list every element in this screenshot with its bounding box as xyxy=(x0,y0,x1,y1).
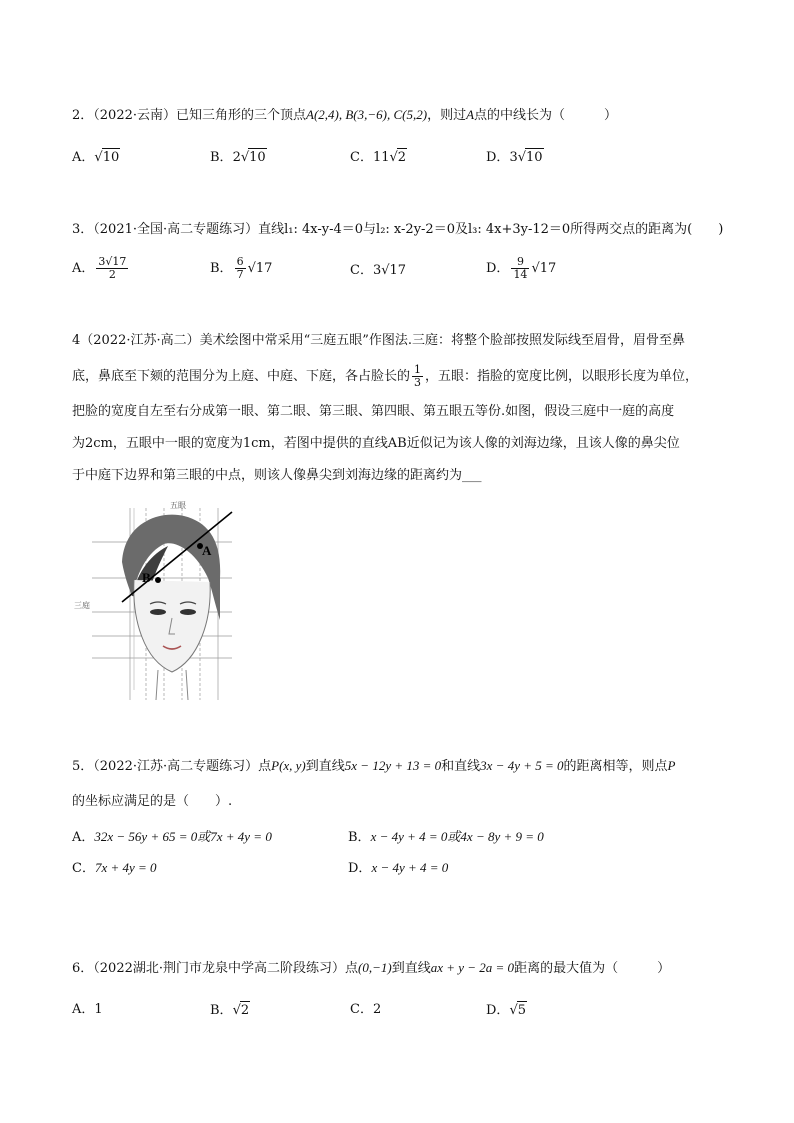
q4-line-1: 4（2022·江苏·高二）美术绘图中常采用“三庭五眼”作图法.三庭：将整个脸部按照发际线至眉骨，眉骨至鼻 xyxy=(72,333,686,348)
q3-option-c[interactable] xyxy=(350,262,406,280)
q2-stem-text: 2．（2022·云南）已知三角形的三个顶点 xyxy=(72,108,306,123)
q6-text-a: 6．（2022湖北·荆门市龙泉中学高二阶段练习）点 xyxy=(72,961,358,976)
option-letter: A． xyxy=(72,261,95,276)
option-letter: D． xyxy=(486,1003,510,1018)
numerator: 6 xyxy=(236,255,244,268)
q5-option-a[interactable] xyxy=(72,828,272,847)
option-text: 7x + 4y = 0 xyxy=(94,860,157,875)
denominator: 7 xyxy=(236,268,244,281)
numerator: 3√17 xyxy=(98,255,127,268)
coefficient: 3 xyxy=(509,150,518,165)
option-letter: C． xyxy=(72,861,95,876)
point-b-label: B xyxy=(142,570,151,585)
fraction xyxy=(96,256,128,281)
one-third-fraction xyxy=(412,364,423,389)
option-letter: C． xyxy=(350,1002,373,1017)
coefficient: 11 xyxy=(372,150,390,165)
option-letter: D． xyxy=(348,861,372,876)
radicand: 5 xyxy=(517,1003,527,1018)
neck xyxy=(156,670,188,700)
radicand: 2 xyxy=(240,1003,250,1018)
option-letter: C． xyxy=(350,263,373,278)
q6-stem xyxy=(72,959,670,978)
q3-option-a[interactable] xyxy=(72,256,130,281)
q3-option-d[interactable] xyxy=(486,256,556,281)
q5-var: P xyxy=(667,758,676,773)
right-eye xyxy=(180,609,196,615)
q5-text-b: 到直线 xyxy=(305,759,345,774)
q6-text-b: 到直线 xyxy=(391,961,431,976)
denominator: 3 xyxy=(414,376,422,389)
option-letter: C． xyxy=(350,150,373,165)
q5-stem-line-2: 的坐标应满足的是（ ）. xyxy=(72,794,233,809)
q2-option-d[interactable]: D．3√10 xyxy=(486,150,543,165)
radical: 3√17 xyxy=(372,263,407,278)
q5-text-a: 5．（2022·江苏·高二专题练习）点 xyxy=(72,759,272,774)
option-letter: B． xyxy=(210,1003,233,1018)
three-courts-label: 三庭 xyxy=(74,601,90,610)
q2-option-b[interactable]: B．2√10 xyxy=(210,150,266,165)
coefficient: 2 xyxy=(232,150,241,165)
option-letter: D． xyxy=(486,261,510,276)
q2-points: A(2,4), B(3,−6), C(5,2) xyxy=(306,107,428,122)
q3-option-b[interactable] xyxy=(210,256,272,281)
q3-stem: 3．（2021·全国·高二专题练习）直线l₁: 4x-y-4＝0与l₂: x-2y-2＝0及l₃: 4x+3y-12＝0所得两交点的距离为( ) xyxy=(72,222,724,237)
face-proportion-figure xyxy=(72,500,242,705)
q6-option-d[interactable]: D．√5 xyxy=(486,1003,527,1018)
face-figure-svg xyxy=(72,500,242,705)
denominator: 2 xyxy=(108,268,116,281)
q4-line-3: 把脸的宽度自左至右分成第一眼、第二眼、第三眼、第四眼、第五眼五等份.如图，假设三庭中一庭的高度 xyxy=(72,404,675,419)
numerator: 9 xyxy=(511,256,529,269)
option-letter: B． xyxy=(210,261,233,276)
option-letter: A． xyxy=(72,150,95,165)
q4-line-2 xyxy=(72,364,698,389)
q6-option-a[interactable] xyxy=(72,1001,103,1019)
option-text: 1 xyxy=(94,1002,103,1017)
five-eyes-label: 五眼 xyxy=(170,501,186,510)
option-letter: A． xyxy=(72,1002,95,1017)
q5-option-b[interactable] xyxy=(348,828,544,847)
q6-option-b[interactable]: B．√2 xyxy=(210,1003,250,1018)
q4-line-2-a: 底，鼻底至下颏的范围分为上庭、中庭、下庭，各占脸长的 xyxy=(72,369,411,384)
option-letter: B． xyxy=(210,150,233,165)
q4-line-4: 为2cm，五眼中一眼的宽度为1cm，若图中提供的直线AB近似记为该人像的刘海边缘，且该人像的鼻尖位 xyxy=(72,436,680,451)
option-text: x − 4y + 4 = 0或4x − 8y + 9 = 0 xyxy=(370,829,544,844)
q6-line-eq: ax + y − 2a = 0 xyxy=(430,960,515,975)
fraction xyxy=(511,256,529,281)
option-letter: A． xyxy=(72,830,95,845)
q2-stem xyxy=(72,106,617,125)
q5-stem-line-1 xyxy=(72,757,675,776)
fraction xyxy=(235,256,246,281)
q5-line-eq-2: 3x − 4y + 5 = 0 xyxy=(480,758,564,773)
q2-option-c[interactable]: C．11√2 xyxy=(350,150,407,165)
q6-text-c: 距离的最大值为（ ） xyxy=(514,961,671,976)
q4-line-5: 于中庭下边界和第三眼的中点，则该人像鼻尖到刘海边缘的距离约为___ xyxy=(72,468,482,483)
radical: √17 xyxy=(531,261,557,276)
numerator: 1 xyxy=(414,363,422,376)
q5-line-eq-1: 5x − 12y + 13 = 0 xyxy=(344,758,442,773)
q5-option-d[interactable] xyxy=(348,859,448,878)
option-text: 2 xyxy=(372,1002,382,1017)
q6-option-c[interactable] xyxy=(350,1001,381,1019)
q5-point: P(x, y) xyxy=(271,758,306,773)
option-letter: B． xyxy=(348,830,371,845)
q5-text-c: 和直线 xyxy=(441,759,481,774)
q6-point: (0,−1) xyxy=(358,960,392,975)
q2-stem-text-b: ，则过 xyxy=(427,108,467,123)
option-text: x − 4y + 4 = 0 xyxy=(371,860,449,875)
radicand: 2 xyxy=(397,150,407,165)
option-text: 32x − 56y + 65 = 0或7x + 4y = 0 xyxy=(94,829,272,844)
denominator: 14 xyxy=(513,268,528,281)
q4-line-2-b: ，五眼：指脸的宽度比例，以眼形长度为单位， xyxy=(425,369,699,384)
left-eye xyxy=(150,609,166,615)
radicand: 10 xyxy=(102,150,120,165)
radicand: 10 xyxy=(249,150,266,165)
q2-option-a[interactable]: A．√10 xyxy=(72,150,120,165)
q2-var: A xyxy=(466,107,475,122)
q5-text-d: 的距离相等，则点 xyxy=(563,759,668,774)
q2-stem-text-c: 点的中线长为（ ） xyxy=(474,108,618,123)
option-letter: D． xyxy=(486,150,510,165)
point-b-marker xyxy=(155,577,161,583)
radical: √17 xyxy=(247,261,273,276)
point-a-label: A xyxy=(202,543,212,558)
radicand: 10 xyxy=(526,150,543,165)
q5-option-c[interactable] xyxy=(72,859,157,878)
